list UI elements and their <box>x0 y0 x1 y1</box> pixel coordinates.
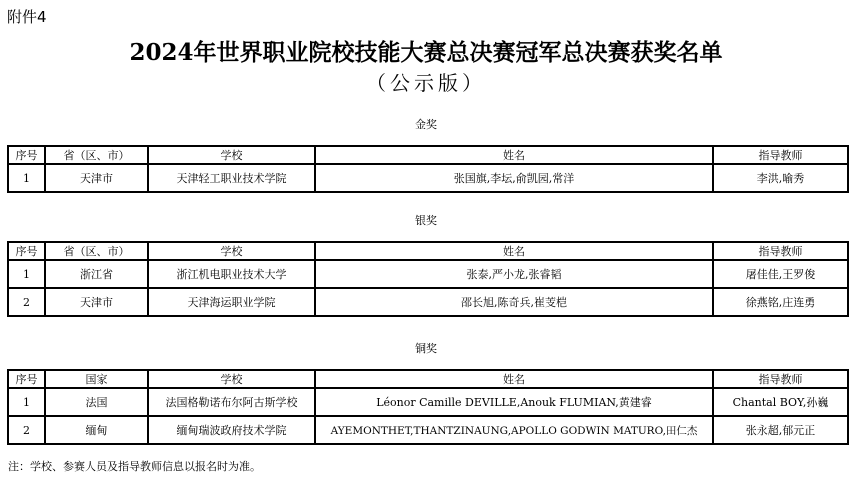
cell-country: 缅甸 <box>45 416 148 444</box>
cell-region: 天津市 <box>45 288 148 316</box>
col-header-teachers: 指导教师 <box>713 146 848 164</box>
cell-no: 2 <box>8 416 45 444</box>
bronze-award-table <box>7 369 849 445</box>
col-header-school: 学校 <box>148 146 315 164</box>
cell-names: Léonor Camille DEVILLE,Anouk FLUMIAN,黄建睿 <box>315 388 713 416</box>
table-header-row <box>8 242 848 260</box>
table-row <box>8 260 848 288</box>
section-label-bronze: 铜奖 <box>415 342 437 355</box>
cell-school: 天津海运职业学院 <box>148 288 315 316</box>
col-header-teachers: 指导教师 <box>713 370 848 388</box>
col-header-names: 姓名 <box>315 370 713 388</box>
table-row <box>8 416 848 444</box>
col-header-no: 序号 <box>8 242 45 260</box>
cell-teachers: Chantal BOY,孙巍 <box>713 388 848 416</box>
cell-teachers: 屠佳佳,王罗俊 <box>713 260 848 288</box>
cell-school: 天津轻工职业技术学院 <box>148 164 315 192</box>
cell-no: 2 <box>8 288 45 316</box>
section-label-silver: 银奖 <box>415 214 437 227</box>
col-header-region: 省（区、市） <box>45 146 148 164</box>
cell-names: 张国旗,李坛,俞凯园,常洋 <box>315 164 713 192</box>
cell-school: 法国格勒诺布尔阿古斯学校 <box>148 388 315 416</box>
section-label-gold: 金奖 <box>415 118 437 131</box>
table-row <box>8 388 848 416</box>
cell-names: 张泰,严小龙,张睿韬 <box>315 260 713 288</box>
document-title: 2024年世界职业院校技能大赛总决赛冠军总决赛获奖名单 <box>129 39 723 66</box>
cell-region: 浙江省 <box>45 260 148 288</box>
table-header-row <box>8 370 848 388</box>
col-header-school: 学校 <box>148 242 315 260</box>
cell-no: 1 <box>8 164 45 192</box>
silver-award-table <box>7 241 849 317</box>
col-header-no: 序号 <box>8 146 45 164</box>
col-header-school: 学校 <box>148 370 315 388</box>
col-header-teachers: 指导教师 <box>713 242 848 260</box>
col-header-names: 姓名 <box>315 242 713 260</box>
cell-school: 缅甸瑞波政府技术学院 <box>148 416 315 444</box>
table-header-row <box>8 146 848 164</box>
col-header-no: 序号 <box>8 370 45 388</box>
cell-teachers: 李洪,喻秀 <box>713 164 848 192</box>
cell-teachers: 徐燕铭,庄连勇 <box>713 288 848 316</box>
cell-names: AYEMONTHET,THANTZINAUNG,APOLLO GODWIN MATURO,田仁杰 <box>315 416 713 444</box>
table-row <box>8 288 848 316</box>
cell-region: 天津市 <box>45 164 148 192</box>
cell-names: 邵长旭,陈奇兵,崔芰桤 <box>315 288 713 316</box>
document-subtitle: （公示版） <box>366 71 486 95</box>
col-header-country: 国家 <box>45 370 148 388</box>
attachment-label: 附件4 <box>7 8 47 26</box>
cell-teachers: 张永超,郁元正 <box>713 416 848 444</box>
gold-award-table <box>7 145 849 193</box>
footnote: 注：学校、参赛人员及指导教师信息以报名时为准。 <box>8 460 261 473</box>
cell-school: 浙江机电职业技术大学 <box>148 260 315 288</box>
col-header-region: 省（区、市） <box>45 242 148 260</box>
table-row <box>8 164 848 192</box>
cell-no: 1 <box>8 388 45 416</box>
cell-no: 1 <box>8 260 45 288</box>
cell-country: 法国 <box>45 388 148 416</box>
col-header-names: 姓名 <box>315 146 713 164</box>
